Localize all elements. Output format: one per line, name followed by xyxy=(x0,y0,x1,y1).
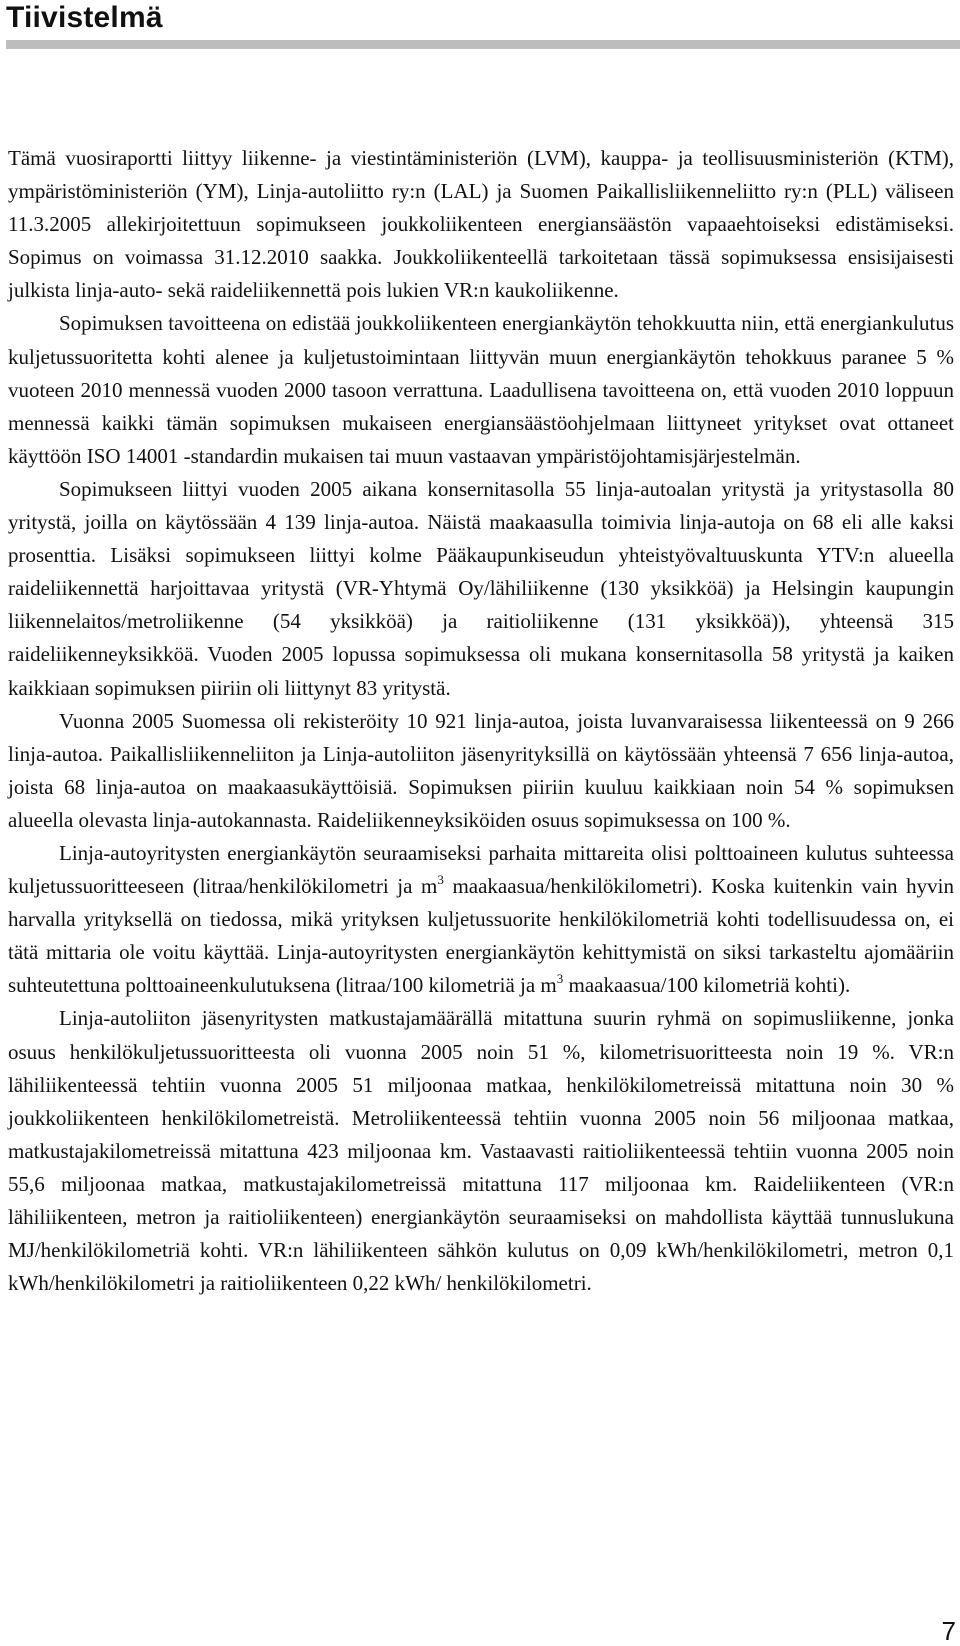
body-text xyxy=(8,142,954,1300)
superscript-3: 3 xyxy=(437,872,444,888)
paragraph-6: Linja-autoliiton jäsenyritysten matkustajamäärällä mitattuna suurin ryhmä on sopimusliikenne, jonka osuus henkilökuljetussuoritteesta oli vuonna 2005 noin 51 %, kilometrisuoritteesta noin 19 %. VR:n lähiliikenteessä tehtiin vuonna 2005 51 miljoonaa matkaa, henkilökilometreissä mitattuna noin 30 % joukkoliikenteen henkilökilometreistä. Metroliikenteessä tehtiin vuonna 2005 noin 56 miljoonaa matkaa, matkustajakilometreissä mitattuna 423 miljoonaa km. Vastaavasti raitioliikenteessä tehtiin vuonna 2005 noin 55,6 miljoonaa matkaa, matkustajakilometreissä mitattuna 117 miljoonaa km. Raideliikenteen (VR:n lähiliikenteen, metron ja raitioliikenteen) energiankäytön seuraamiseksi on mahdollista käyttää tunnuslukuna MJ/henkilökilometriä kohti. VR:n lähiliikenteen sähkön kulutus on 0,09 kWh/henkilökilometri, metron 0,1 kWh/henkilökilometri ja raitioliikenteen 0,22 kWh/ henkilökilometri. xyxy=(8,1006,954,1296)
paragraph-2: Sopimuksen tavoitteena on edistää joukkoliikenteen energiankäytön tehokkuutta niin, että energiankulutus kuljetussuoritetta kohti alenee ja kuljetustoimintaan liittyvän muun energiankäytön tehokkuus paranee 5 % vuoteen 2010 mennessä vuoden 2000 tasoon verrattuna. Laadullisena tavoitteena on, että vuoden 2010 loppuun mennessä kaikki tämän sopimuksen mukaiseen energiansäästöohjelmaan liittyneet yritykset ovat ottaneet käyttöön ISO 14001 -standardin mukaisen tai muun vastaavan ympäristöjohtamisjärjestelmän. xyxy=(8,311,954,468)
paragraph-4: Vuonna 2005 Suomessa oli rekisteröity 10 921 linja-autoa, joista luvanvaraisessa liikenteessä on 9 266 linja-autoa. Paikallisliikenneliiton ja Linja-autoliiton jäsenyrityksillä on käytössään yhteensä 7 656 linja-autoa, joista 68 linja-autoa on maakaasukäyttöisiä. Sopimuksen piiriin kuuluu kaikkiaan noin 54 % sopimuksen alueella olevasta linja-autokannasta. Raideliikenneyksiköiden osuus sopimuksessa on 100 %. xyxy=(8,708,954,832)
page-title: Tiivistelmä xyxy=(6,1,163,34)
page-number: 7 xyxy=(941,1616,956,1646)
paragraph-5 xyxy=(8,837,954,1002)
paragraph-3: Sopimukseen liittyi vuoden 2005 aikana konsernitasolla 55 linja-autoalan yritystä ja yritystasolla 80 yritystä, joilla on käytössään 4 139 linja-autoa. Näistä maakaasulla toimivia linja-autoja on 68 eli alle kaksi prosenttia. Lisäksi sopimukseen liittyi kolme Pääkaupunkiseudun yhteistyövaltuuskunta YTV:n alueella raideliikennettä harjoittavaa yritystä (VR-Yhtymä Oy/lähiliikenne (130 yksikköä) ja Helsingin kaupungin liikennelaitos/metroliikenne (54 yksikköä) ja raitioliikenne (131 yksikköä)), yhteensä 315 raideliikenneyksikköä. Vuoden 2005 lopussa sopimuksessa oli mukana konsernitasolla 58 yritystä ja kaiken kaikkiaan sopimuksen piiriin oli liittynyt 83 yritystä. xyxy=(8,476,954,700)
paragraph-1: Tämä vuosiraportti liittyy liikenne- ja viestintäministeriön (LVM), kauppa- ja teollisuusministeriön (KTM), ympäristöministeriön (YM), Linja-autoliitto ry:n (LAL) ja Suomen Paikallisliikenneliitto ry:n (PLL) väliseen 11.3.2005 allekirjoitettuun sopimukseen joukkoliikenteen energiansäästön vapaaehtoiseksi edistämiseksi. Sopimus on voimassa 31.12.2010 saakka. Joukkoliikenteellä tarkoitetaan tässä sopimuksessa ensisijaisesti julkista linja-auto- sekä raideliikennettä pois lukien VR:n kaukoliikenne. xyxy=(8,146,954,303)
paragraph-5-part-2: maakaasua/henkilökilometri). Koska kuitenkin vain hyvin harvalla yrityksellä on tiedossa, mikä yrityksen kuljetussuorite henkilökilometriä kohti todellisuudessa on, ei tätä mittaria ole voitu käyttää. Linja-autoyritysten energiankäytön kehittymistä on siksi tarkasteltu ajomääriin suhteutettuna polttoaineenkulutuksena (litraa/100 kilometriä ja m xyxy=(8,874,954,998)
title-underline-rule xyxy=(6,40,960,49)
superscript-3: 3 xyxy=(556,971,564,987)
paragraph-5-part-3: maakaasua/100 kilometriä kohti). xyxy=(563,973,851,998)
paragraph-5-part-1: Linja-autoyritysten energiankäytön seuraamiseksi parhaita mittareita olisi polttoaineen kulutus suhteessa kuljetussuoritteeseen (litraa/henkilökilometri ja m xyxy=(8,840,954,899)
